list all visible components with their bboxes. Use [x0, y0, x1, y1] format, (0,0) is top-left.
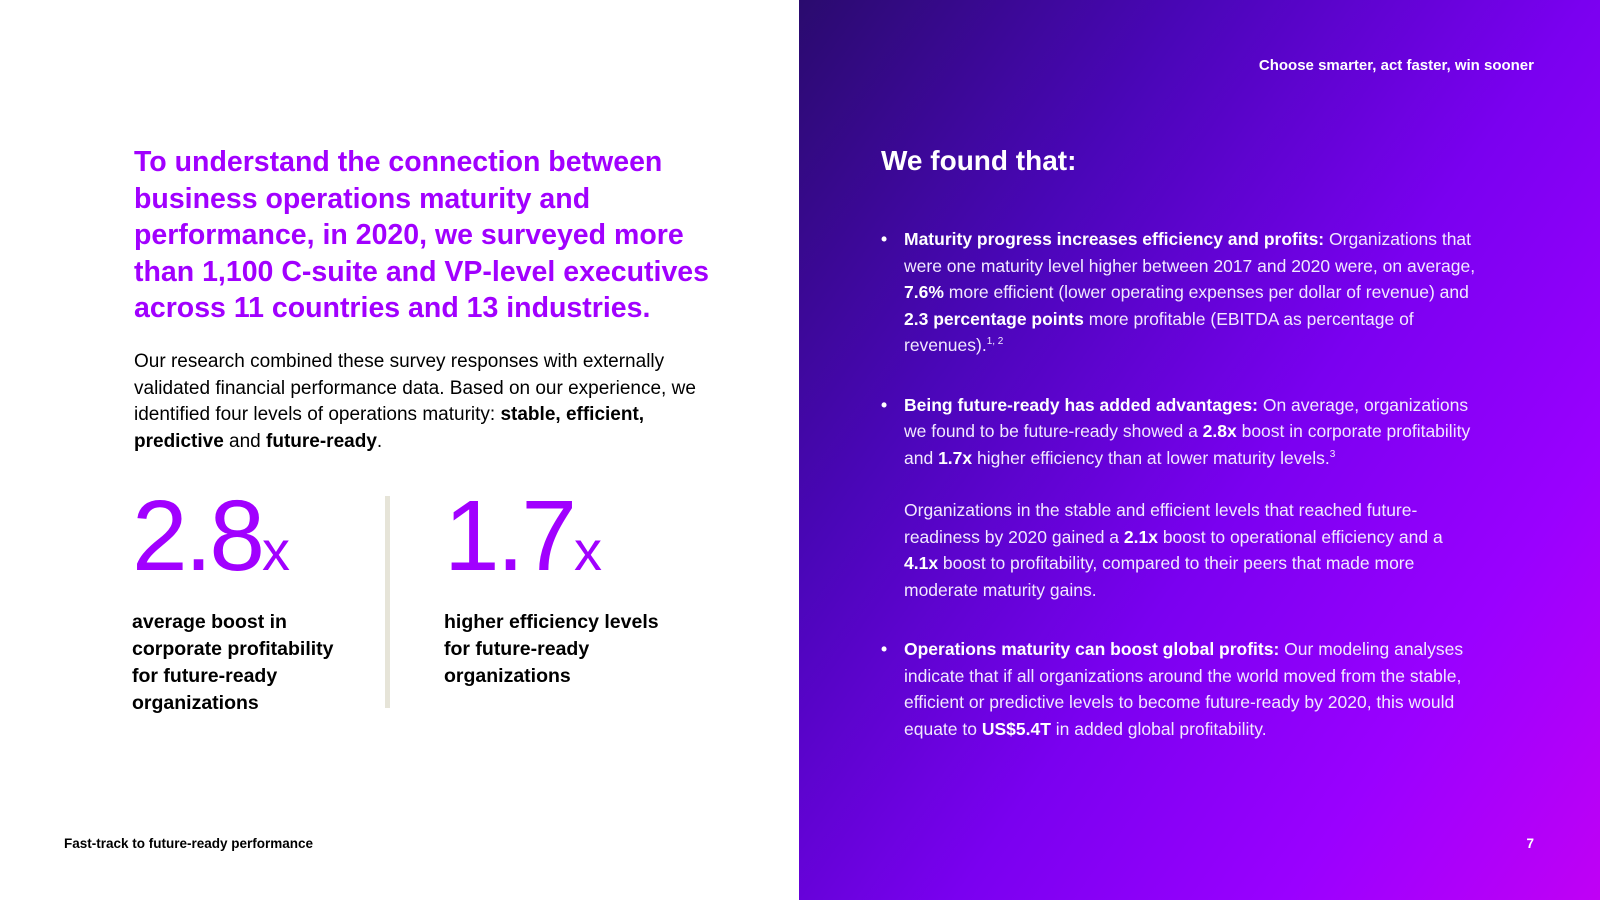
stat-number: 1.7	[444, 480, 575, 592]
stat-number: 2.8	[132, 480, 263, 592]
finding-highlight: 1.7x	[938, 447, 973, 468]
finding-text: boost to operational efficiency and a	[1157, 526, 1443, 547]
finding-text: boost in corporate profitability and	[904, 421, 1471, 468]
headline: To understand the connection between business operations maturity and performance, in 2020, we surveyed more than 1,100 C-suite and VP-level executives across 11 countries and 13 industries.	[134, 146, 709, 324]
finding-text: higher efficiency than at lower maturity levels.	[972, 447, 1330, 468]
stat-unit: x	[262, 519, 291, 582]
finding-highlight: 2.3 percentage points	[904, 308, 1084, 329]
footnote-ref: 1, 2	[986, 336, 1004, 348]
section-header: Choose smarter, act faster, win sooner	[1258, 57, 1534, 74]
finding-text: Organizations that were one maturity level higher between 2017 and 2020 were, on average,	[904, 229, 1476, 276]
stat-profitability	[132, 480, 372, 717]
footnote-ref: 3	[1329, 448, 1336, 460]
stat-description: higher efficiency levels for future-ready organizations	[444, 611, 659, 687]
stat-value	[444, 480, 684, 607]
finding-lead: Being future-ready has added advantages:	[904, 394, 1258, 415]
finding-text: Our modeling analyses indicate that if all organizations around the world moved from the stable, efficient or predictive levels to become future-ready by 2020, this would equate to	[904, 639, 1464, 739]
finding-lead: Maturity progress increases efficiency and profits:	[904, 229, 1325, 249]
finding-item	[881, 226, 1481, 359]
finding-highlight: US$5.4T	[981, 718, 1051, 739]
finding-item	[881, 636, 1481, 742]
finding-text: Organizations in the stable and efficient levels that reached future-readiness by 2020 gained a	[904, 500, 1418, 547]
finding-text: more efficient (lower operating expenses per dollar of revenue) and	[943, 282, 1469, 302]
finding-text: boost to profitability, compared to their peers that made more moderate maturity gains.	[904, 553, 1415, 600]
body-text-1: Our research combined these survey responses with externally validated financial performance data. Based on our experience, we identified four levels of operations maturity:	[134, 351, 696, 425]
stat-divider	[385, 496, 390, 708]
finding-text: On average, organizations we found to be future-ready showed a	[904, 394, 1469, 441]
findings-list	[881, 226, 1481, 742]
finding-highlight: 7.6%	[904, 282, 944, 302]
body-text-3: .	[376, 430, 383, 452]
finding-highlight: 2.8x	[1202, 421, 1237, 441]
stat-efficiency	[444, 480, 684, 690]
finding-item	[881, 392, 1481, 604]
body-text-2: and	[223, 430, 267, 452]
right-panel	[799, 0, 1600, 900]
findings-title: We found that:	[881, 145, 1077, 176]
footer-title: Fast-track to future-ready performance	[64, 836, 314, 851]
body-paragraph	[134, 349, 724, 455]
stat-unit: x	[574, 519, 603, 582]
body-bold-levels: stable, efficient, predictive	[134, 404, 645, 452]
stat-description: average boost in corporate profitability for future-ready organizations	[132, 611, 334, 714]
stat-value	[132, 480, 372, 607]
finding-subparagraph	[904, 497, 1481, 603]
left-panel	[0, 0, 799, 900]
finding-text: more profitable (EBITDA as percentage of revenues).	[904, 308, 1414, 355]
page-number: 7	[1526, 836, 1534, 851]
finding-highlight: 2.1x	[1123, 526, 1158, 547]
body-bold-future-ready: future-ready	[266, 430, 377, 452]
finding-highlight: 4.1x	[904, 553, 939, 573]
finding-text: in added global profitability.	[1050, 718, 1267, 739]
finding-lead: Operations maturity can boost global profits:	[904, 639, 1280, 659]
